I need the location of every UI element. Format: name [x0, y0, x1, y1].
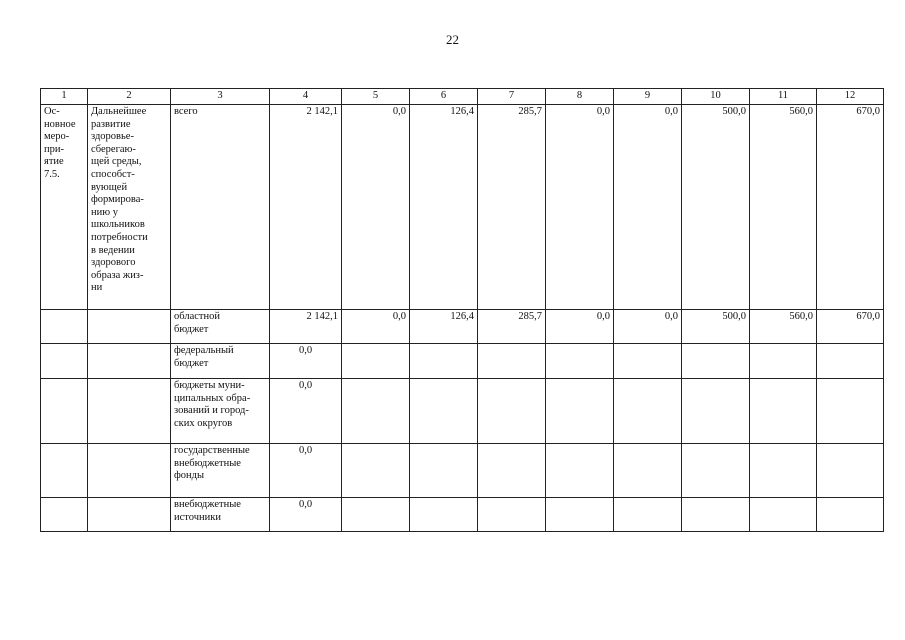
measure-name-cell	[88, 444, 171, 498]
cell-text-line: ципальных обра-	[174, 392, 251, 404]
amount-cell	[682, 379, 750, 444]
amount-cell	[478, 498, 546, 532]
amount-cell: 560,0	[750, 105, 817, 310]
cell-text-line: при-	[44, 143, 64, 155]
measure-id-cell	[41, 444, 88, 498]
amount-cell: 500,0	[682, 105, 750, 310]
cell-text-line: областной	[174, 311, 220, 322]
column-number-cell: 2	[88, 89, 171, 105]
cell-text-line: в ведении	[91, 244, 135, 256]
cell-text-line: 7.5.	[44, 168, 60, 180]
column-number-cell: 12	[817, 89, 884, 105]
measure-id-cell	[41, 344, 88, 379]
amount-cell	[817, 444, 884, 498]
amount-cell: 2 142,1	[270, 310, 342, 344]
cell-text-line: Ос-	[44, 106, 60, 117]
amount-cell: 0,0	[270, 379, 342, 444]
amount-cell: 500,0	[682, 310, 750, 344]
cell-text-line: образа жиз-	[91, 269, 144, 281]
amount-cell	[410, 498, 478, 532]
funding-source-cell	[171, 444, 270, 498]
column-number-cell: 8	[546, 89, 614, 105]
measure-name-cell	[88, 498, 171, 532]
cell-text-line: школьников	[91, 219, 145, 231]
amount-cell: 560,0	[750, 310, 817, 344]
amount-cell: 0,0	[614, 105, 682, 310]
funding-source-cell	[171, 498, 270, 532]
column-number-cell: 10	[682, 89, 750, 105]
cell-text-line: внебюджетные	[174, 457, 241, 469]
column-number-cell: 3	[171, 89, 270, 105]
amount-cell: 670,0	[817, 105, 884, 310]
amount-cell: 670,0	[817, 310, 884, 344]
measure-name-cell	[88, 310, 171, 344]
table-row	[41, 310, 884, 344]
amount-cell: 0,0	[270, 344, 342, 379]
measure-name-cell	[88, 344, 171, 379]
column-number-cell: 7	[478, 89, 546, 105]
amount-cell	[817, 498, 884, 532]
funding-source-cell	[171, 344, 270, 379]
measure-name-cell	[88, 105, 171, 310]
amount-cell	[546, 498, 614, 532]
column-number-cell: 1	[41, 89, 88, 105]
page-number: 22	[446, 32, 459, 47]
amount-cell	[817, 379, 884, 444]
table-row	[41, 105, 884, 310]
amount-cell: 285,7	[478, 310, 546, 344]
budget-table	[40, 88, 884, 532]
amount-cell: 0,0	[546, 105, 614, 310]
funding-source-cell	[171, 310, 270, 344]
funding-source-cell	[171, 105, 270, 310]
measure-id-cell	[41, 310, 88, 344]
cell-text-line: зований и город-	[174, 405, 249, 417]
cell-text-line: сберегаю-	[91, 143, 136, 155]
amount-cell	[478, 379, 546, 444]
amount-cell	[614, 344, 682, 379]
table-row	[41, 444, 884, 498]
amount-cell	[750, 444, 817, 498]
cell-text-line: меро-	[44, 131, 70, 143]
cell-text-line: нию у	[91, 206, 118, 218]
amount-cell: 0,0	[546, 310, 614, 344]
cell-text-line: бюджеты муни-	[174, 380, 245, 391]
amount-cell	[614, 379, 682, 444]
table-row	[41, 344, 884, 379]
cell-text-line: щей среды,	[91, 156, 142, 168]
amount-cell	[410, 344, 478, 379]
amount-cell	[546, 344, 614, 379]
amount-cell	[614, 498, 682, 532]
measure-id-cell	[41, 379, 88, 444]
amount-cell	[817, 344, 884, 379]
cell-text-line: потребности	[91, 231, 148, 243]
cell-text-line: новное	[44, 118, 76, 130]
measure-id-cell	[41, 105, 88, 310]
cell-text-line: источники	[174, 511, 221, 523]
cell-text-line: Дальнейшее	[91, 106, 147, 117]
cell-text-line: вующей	[91, 181, 128, 193]
amount-cell	[682, 344, 750, 379]
column-number-cell: 5	[342, 89, 410, 105]
funding-source-cell	[171, 379, 270, 444]
column-number-cell: 11	[750, 89, 817, 105]
column-number-cell: 4	[270, 89, 342, 105]
amount-cell	[342, 379, 410, 444]
cell-text-line: здорового	[91, 257, 136, 269]
column-number-cell: 9	[614, 89, 682, 105]
amount-cell: 0,0	[342, 105, 410, 310]
measure-name-cell	[88, 379, 171, 444]
amount-cell: 0,0	[342, 310, 410, 344]
amount-cell	[546, 379, 614, 444]
amount-cell	[750, 344, 817, 379]
cell-text-line: способст-	[91, 168, 135, 180]
amount-cell	[614, 444, 682, 498]
cell-text-line: ни	[91, 282, 103, 294]
amount-cell	[682, 444, 750, 498]
amount-cell	[478, 344, 546, 379]
amount-cell	[750, 498, 817, 532]
amount-cell	[682, 498, 750, 532]
cell-text-line: федеральный	[174, 345, 234, 356]
cell-text-line: бюджет	[174, 357, 209, 369]
cell-text-line: фонды	[174, 470, 205, 482]
measure-id-cell	[41, 498, 88, 532]
cell-text-line: всего	[174, 106, 198, 117]
cell-text-line: ских округов	[174, 417, 233, 429]
cell-text-line: внебюджетные	[174, 499, 241, 510]
amount-cell	[546, 444, 614, 498]
amount-cell: 285,7	[478, 105, 546, 310]
amount-cell	[750, 379, 817, 444]
amount-cell: 2 142,1	[270, 105, 342, 310]
amount-cell: 126,4	[410, 310, 478, 344]
column-number-cell: 6	[410, 89, 478, 105]
cell-text-line: формирова-	[91, 194, 144, 206]
amount-cell	[410, 379, 478, 444]
cell-text-line: ятие	[44, 156, 64, 168]
amount-cell	[410, 444, 478, 498]
amount-cell: 126,4	[410, 105, 478, 310]
table-row	[41, 379, 884, 444]
amount-cell	[342, 444, 410, 498]
cell-text-line: государственные	[174, 445, 250, 456]
amount-cell	[342, 498, 410, 532]
cell-text-line: развитие	[91, 118, 131, 130]
table-row	[41, 498, 884, 532]
cell-text-line: здоровье-	[91, 131, 134, 143]
amount-cell	[342, 344, 410, 379]
table-header-row	[41, 89, 884, 105]
amount-cell: 0,0	[270, 444, 342, 498]
amount-cell: 0,0	[614, 310, 682, 344]
amount-cell	[478, 444, 546, 498]
cell-text-line: бюджет	[174, 323, 209, 335]
amount-cell: 0,0	[270, 498, 342, 532]
